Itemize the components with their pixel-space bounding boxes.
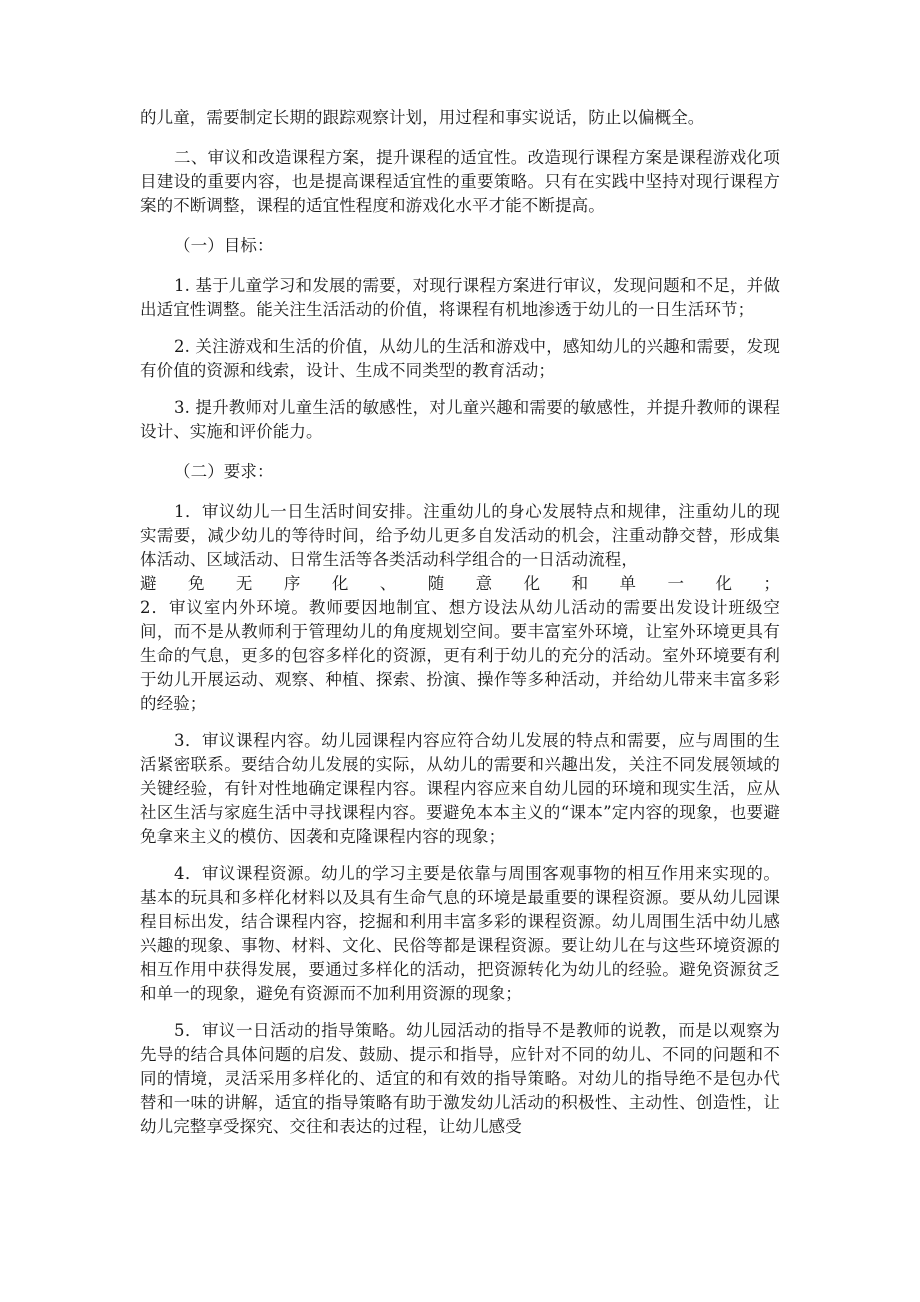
- requirement-item-1: 1．审议幼儿一日生活时间安排。注重幼儿的身心发展特点和规律，注重幼儿的现实需要，减少幼儿的等待时间，给予幼儿更多自发活动的机会，注重动静交替，形成集体活动、区域活动、日常生活等各类活动科学组合的一日活动流程，: [140, 502, 780, 569]
- requirements-heading: （二）要求：: [174, 462, 274, 481]
- goal-item-3: 3. 提升教师对儿童生活的敏感性，对儿童兴趣和需要的敏感性，并提升教师的课程设计、实施和评价能力。: [140, 398, 780, 441]
- goal-item-1: 1. 基于儿童学习和发展的需要，对现行课程方案进行审议，发现问题和不足，并做出适宜性调整。能关注生活活动的价值，将课程有机地渗透于幼儿的一日生活环节；: [140, 276, 780, 319]
- requirement-item-5: 5．审议一日活动的指导策略。幼儿园活动的指导不是教师的说教，而是以观察为先导的结合具体问题的启发、鼓励、提示和指导，应针对不同的幼儿、不同的问题和不同的情境，灵活采用多样化的、适宜的和有效的指导策略。对幼儿的指导绝不是包办代替和一味的讲解，适宜的指导策略有助于激发幼儿活动的积极性、主动性、创造性，让幼儿完整享受探究、交往和表达的过程，让幼儿感受: [140, 1021, 780, 1136]
- requirement-item-2: 2．审议室内外环境。教师要因地制宜、想方设法从幼儿活动的需要出发设计班级空间，而不是从教师利于管理幼儿的角度规划空间。要丰富室外环境，让室外环境更具有生命的气息，更多的包容多样化的资源，更有利于幼儿的充分的活动。室外环境要有利于幼儿开展运动、观察、种植、探索、扮演、操作等多种活动，并给幼儿带来丰富多彩的经验；: [140, 598, 780, 713]
- goal-item-2: 2. 关注游戏和生活的价值，从幼儿的生活和游戏中，感知幼儿的兴趣和需要，发现有价值的资源和线索，设计、生成不同类型的教育活动；: [140, 337, 780, 380]
- requirement-item-3: 3．审议课程内容。幼儿园课程内容应符合幼儿发展的特点和需要，应与周围的生活紧密联系。要结合幼儿发展的实际，从幼儿的需要和兴趣出发，关注不同发展领域的关键经验，有针对性地确定课程内容。课程内容应来自幼儿园的环境和现实生活，应从社区生活与家庭生活中寻找课程内容。要避免本本主义的“课本”定内容的现象，也要避免拿来主义的模仿、因袭和克隆课程内容的现象；: [140, 731, 780, 846]
- section-two-paragraph: 二、审议和改造课程方案，提升课程的适宜性。改造现行课程方案是课程游戏化项目建设的重要内容，也是提高课程适宜性的重要策略。只有在实践中坚持对现行课程方案的不断调整，课程的适宜性程度和游戏化水平才能不断提高。: [140, 148, 780, 215]
- paragraph-continuation: 的儿童，需要制定长期的跟踪观察计划，用过程和事实说话，防止以偏概全。: [140, 108, 705, 127]
- document-page: [140, 106, 780, 1139]
- requirement-item-1-tail: 避免无序化、随意化和单一化；: [140, 574, 780, 593]
- goals-heading: （一）目标：: [174, 236, 274, 255]
- requirement-item-4: 4．审议课程资源。幼儿的学习主要是依靠与周围客观事物的相互作用来实现的。基本的玩具和多样化材料以及具有生命气息的环境是最重要的课程资源。要从幼儿园课程目标出发，结合课程内容，挖掘和利用丰富多彩的课程资源。幼儿周围生活中幼儿感兴趣的现象、事物、材料、文化、民俗等都是课程资源。要让幼儿在与这些环境资源的相互作用中获得发展，要通过多样化的活动，把资源转化为幼儿的经验。避免资源贫乏和单一的现象，避免有资源而不加利用资源的现象；: [140, 864, 780, 1003]
